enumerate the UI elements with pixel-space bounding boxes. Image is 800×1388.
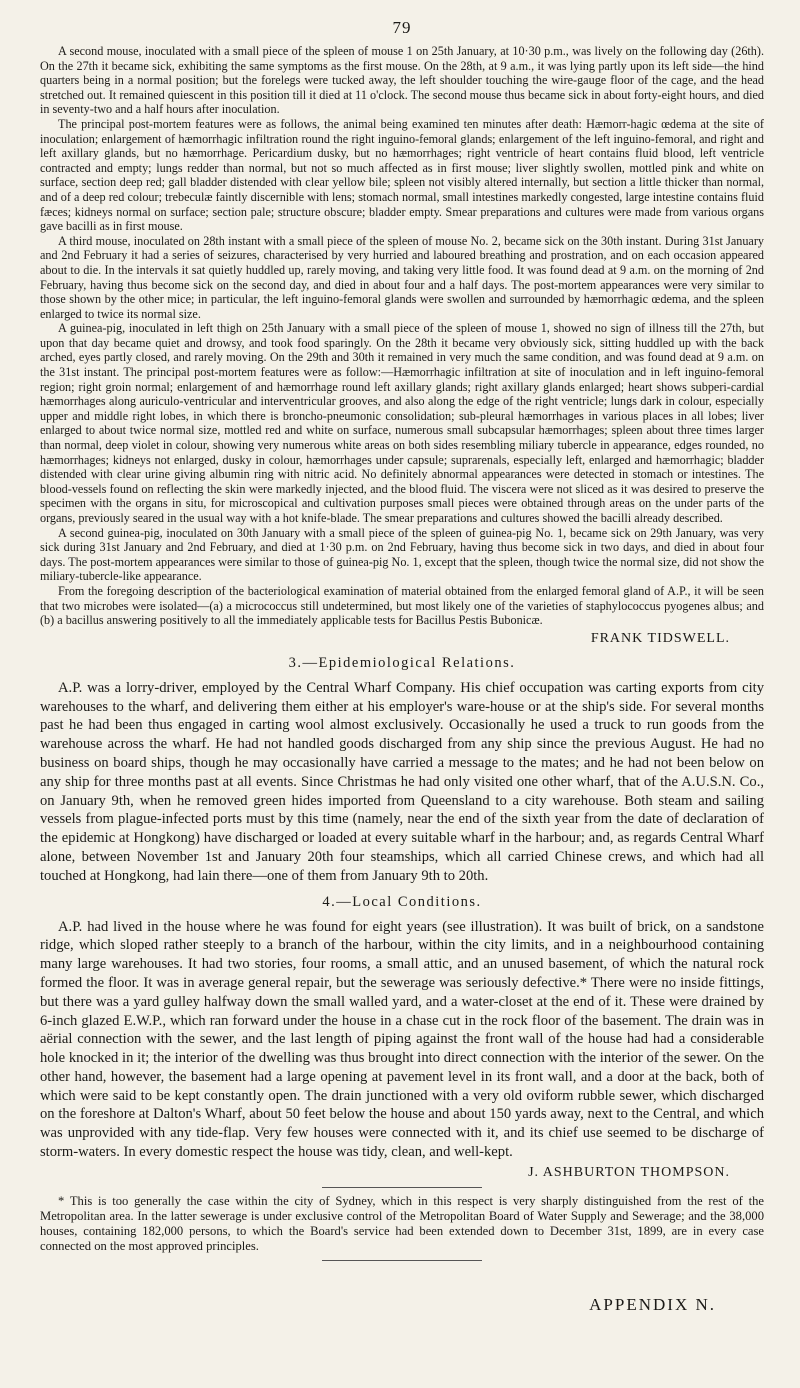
signature-tidswell: FRANK TIDSWELL. [590, 630, 730, 646]
heading-local-conditions: 4.—Local Conditions. [322, 893, 482, 910]
paragraph-local-conditions: A.P. had lived in the house where he was found for eight years (see illustration). It was built of brick, on a sandstone ridge, which sloped rather steeply to a branch of the harbour, within the city limits, and in a neighbourhood containing many large warehouses. It had two stories, four rooms, a small attic, and an unused basement, of which the natural rock formed the floor. It was in average general repair, but the sewerage was seriously defective.* There were no inside fittings, but there was a yard gulley halfway down the small walled yard, and a water-closet at the end of it. These were drained by 6-inch glazed E.W.P., which ran forward under the house in a chase cut in the rock floor of the basement. The drain was in aërial connection with the sewer, and the last length of piping against the front wall of the house had had a considerable hole knocked in it; the interior of the dwelling was thus brought into direct connection with the interior of the sewer. On the other hand, however, the basement had a large opening at pavement level in its front wall, and a door at the back, both of which were said to be kept constantly open. The drain junctioned with a very old oviform rubble sewer, which discharged on the foreshore at Dalton's Wharf, about 50 feet below the house and about 150 yards away, next to the Central, and which was unprovided with any tide-flap. Very few houses were connected with it, and its chief use seemed to be discharge of storm-waters. In every domestic respect the house was tidy, clean, and well-kept. [40, 918, 764, 1161]
paragraph-guinea-pig-1: A guinea-pig, inoculated in left thigh on 25th January with a small piece of the spleen of mouse 1, showed no sign of illness till the 27th, but upon that day became quiet and drowsy, and took food sparingly. On the 28th it became very obviously sick, sitting huddled up with the back arched, eyes partly closed, and rarely moving. On the 29th and 30th it remained in very much the same condition, and was found dead at 9 a.m. on the 31st instant. The principal post-mortem features were as follow:—Hæmorrhagic infiltration at site of inoculation and in left inguino-femoral region; right groin normal; enlargement of and hæmorrhage round left axillary glands; right axillary glands enlarged; heart shows subperi-cardial hæmorrhages along auriculo-ventricular and interventricular grooves, and also along the edge of the right ventricle; lungs dark in colour, especially upper and middle right lobes, in which there is broncho-pneumonic consolidation; sub-pleural hæmorrhages in various places in all lobes; liver enlarged to about twice normal size, mottled red and white on surface, numerous small subcapsular hæmorrhages; spleen about three times larger than normal, deep violet in colour, showing very numerous white areas on both sides resembling miliary tubercle in appearance, edges rounded, no hæmorrhages; kidneys not enlarged, dusky in colour, hæmorrhages under capsule; suprarenals, especially left, enlarged and hæmorrhagic; bladder distended with clear urine giving albumin ring with nitric acid. No definitely abnormal appearances were detected in stomach or intestines. The blood-vessels found on reflecting the skin were markedly injected, and the blood fluid. The viscera were not sliced as it was desired to preserve the specimen with the organs in situ, for microscopical and cultivation purposes small pieces were obtained through areas on the under parts of the organs, previously seared in the usual way with a hot knife-blade. The smear preparations and cultures showed the bacilli already described. [40, 321, 764, 525]
paragraph-second-mouse: A second mouse, inoculated with a small piece of the spleen of mouse 1 on 25th January, at 10·30 p.m., was lively on the following day (26th). On the 27th it became sick, exhibiting the same symptoms as the first mouse. On the 28th, at 9 a.m., it was lying partly upon its left side—the hind quarters being in a normal position; but the forelegs were tucked away, the left shoulder touching the wire-gauge floor of the cage, and the head stretched out. It remained quiescent in this position till it died at 11 o'clock. The second mouse thus became sick in about forty-eight hours, and died in seventy-two and a half hours after inoculation. [40, 44, 764, 117]
paragraph-third-mouse: A third mouse, inoculated on 28th instant with a small piece of the spleen of mouse No. 2, became sick on the 30th instant. During 31st January and 2nd February it had a series of seizures, characterised by very hurried and laboured breathing and prostration, and on each occasion appeared about to die. In the intervals it sat quietly huddled up, rarely moving, and taking very little food. It was found dead at 9 a.m. on the morning of 2nd February, having thus become sick on the second day, and died in about four and a half days. The post-mortem appearances were very similar to those shown by the other mice; in particular, the left inguino-femoral glands were swollen and surrounded by hæmorrhagic œdema, and the spleen enlarged to twice its normal size. [40, 233, 764, 321]
paragraph-post-mortem-mouse-2: The principal post-mortem features were as follows, the animal being examined ten minutes after death: Hæmorr-hagic œdema at the site of inoculation; enlargement of hæmorrhagic infiltration round the right inguino-femoral glands; enlargement of the left inguino-femoral, and right and left axillary glands, but no hæmorrhage. Pericardium dusky, but no hæmorrhages; right ventricle of heart contains fluid blood, left ventricle contracted and empty; lungs redder than normal, but not so much affected as in first mouse; liver slightly swollen, mottled pink and white on surface, section deep red; gall bladder distended with clear yellow bile; spleen not visibly altered internally, but section a little thicker than normal, and of a deep red colour; trebeculæ faintly discernible with lens; stomach normal, small intestines markedly congested, large intestine contains fluid fæces; kidneys normal on surface; section pale; structure obscure; bladder empty. Smear preparations and cultures were made from various organs gave bacilli as in first mouse. [40, 116, 764, 234]
page-number: 79 [392, 18, 412, 37]
signature-thompson: J. ASHBURTON THOMPSON. [528, 1164, 730, 1180]
heading-epidemiological: 3.—Epidemiological Relations. [288, 654, 516, 671]
footnote: * This is too generally the case within the city of Sydney, which in this respect is very sharply distinguished from the rest of the Metropolitan area. In the latter sewerage is under exclusive control of the Metropolitan Board of Water Supply and Sewerage; and the 38,000 houses, containing 182,000 persons, to which the Board's service had been extended down to December 31st, 1899, are in every case connected on the most approved principles. [40, 1193, 764, 1253]
paragraph-conclusion: From the foregoing description of the bacteriological examination of material obtained from the enlarged femoral gland of A.P., it will be seen that two microbes were isolated—(a) a micrococcus still undetermined, but most likely one of the varieties of staphylococcus pyogenes albus; and (b) a bacillus answering positively to all the immediately applicable tests for Bacillus Pestis Bubonicæ. [40, 583, 764, 628]
appendix-heading: APPENDIX N. [589, 1294, 716, 1314]
footnote-divider [322, 1187, 482, 1188]
paragraph-guinea-pig-2: A second guinea-pig, inoculated on 30th January with a small piece of the spleen of guinea-pig No. 1, became sick on 29th January, was very sick during 31st January and 2nd February, and died at 1·30 p.m. on 2nd February, having thus become sick in two days, and died in about four days. The post-mortem appearances were similar to those of guinea-pig No. 1, except that the spleen, though twice the normal size, did not show the miliary-tubercle-like appearance. [40, 525, 764, 584]
section-bacteriology [40, 44, 764, 647]
paragraph-epidemiological: A.P. was a lorry-driver, employed by the Central Wharf Company. His chief occupation was carting exports from city warehouses to the wharf, and delivering them either at his employer's ware-house or at the ship's side. For several months past he had been thus engaged in carting wool almost exclusively. Occasionally he used a truck to run goods from the warehouse across the wharf. He had not handled goods discharged from any ship since the previous August. He had no business on board ships, though he may occasionally have carried a message to the mates; and he had not been below on any ship for three months past at all events. Since Christmas he had only visited one other wharf, that of the A.U.S.N. Co., on January 9th, when he removed green hides imported from Queensland to a city warehouse. Both steam and sailing vessels from plague-infected ports must by this time (namely, near the end of the sixth year from the date of declaration of the epidemic at Hongkong) have discharged or loaded at every suitable wharf in the harbour; and, as regards Central Wharf alone, between November 1st and January 20th four steamships, which all carried Chinese crews, and which had all touched at Hongkong, had lain there—one of them from January 9th to 20th. [40, 679, 764, 884]
bottom-divider [322, 1260, 482, 1261]
